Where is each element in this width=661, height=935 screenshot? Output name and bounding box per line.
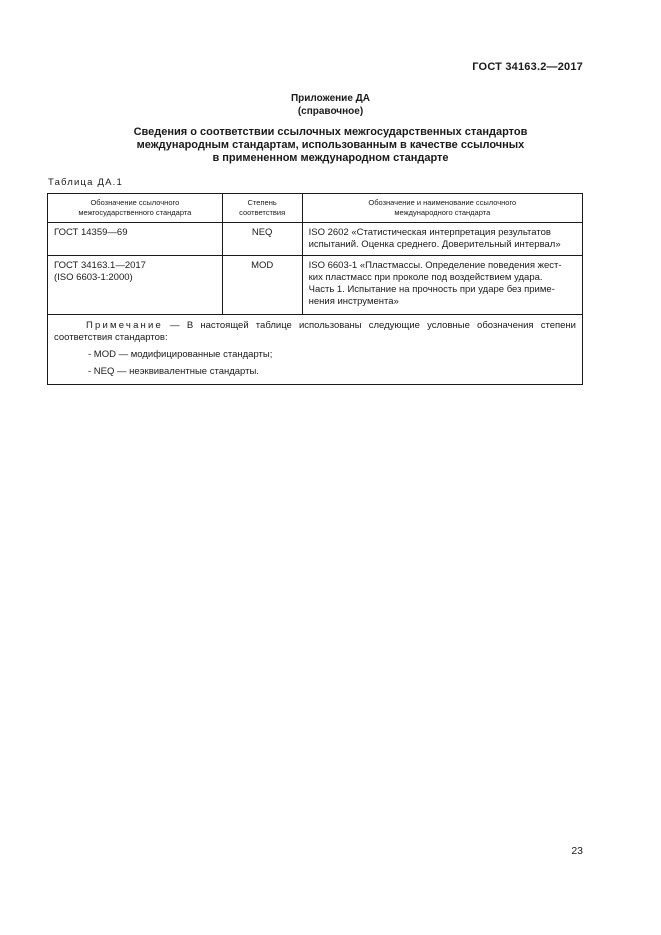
header-interstate-standard — [48, 194, 223, 223]
header-line: международного стандарта — [394, 208, 491, 217]
section-title — [0, 126, 661, 165]
cell-line: (ISO 6603-1:2000) — [54, 272, 133, 283]
annex-title: Приложение ДА — [290, 93, 371, 104]
table-note — [48, 315, 583, 385]
cell-degree: MOD — [222, 256, 302, 315]
correspondence-table — [47, 193, 583, 385]
cell-line: нения инструмента» — [308, 296, 399, 307]
header-line: Степень — [247, 198, 277, 207]
cell-degree: NEQ — [222, 223, 302, 256]
note-text: — В настоящей таблице использованы следующие условные обозначения степени соответствия стандартов: — [54, 320, 576, 343]
cell-international-standard — [302, 223, 582, 256]
cell-interstate-standard — [48, 223, 223, 256]
cell-line: ГОСТ 34163.1—2017 — [54, 260, 146, 271]
cell-line: ГОСТ 14359—69 — [54, 227, 128, 238]
cell-line: Часть 1. Испытание на прочность при ударе без приме- — [308, 284, 555, 295]
header-degree — [222, 194, 302, 223]
note-item: - MOD — модифицированные стандарты; — [88, 349, 273, 360]
annex-title-block — [0, 92, 661, 118]
table-row — [48, 256, 583, 315]
table-note-row — [48, 315, 583, 385]
cell-interstate-standard — [48, 256, 223, 315]
note-lead — [54, 320, 576, 344]
section-title-line: в примененном международном стандарте — [212, 152, 449, 164]
table-caption: Таблица ДА.1 — [48, 177, 123, 188]
note-item: - NEQ — неэквивалентные стандарты. — [88, 366, 259, 377]
annex-subtitle: (справочное) — [297, 106, 364, 117]
table-row — [48, 223, 583, 256]
header-line: соответствия — [239, 208, 286, 217]
cell-international-standard — [302, 256, 582, 315]
cell-line: испытаний. Оценка среднего. Доверительный интервал» — [308, 239, 561, 250]
header-line: Обозначение и наименование ссылочного — [368, 198, 517, 207]
page-header-standard-code: ГОСТ 34163.2—2017 — [472, 61, 583, 73]
header-line: Обозначение ссылочного — [90, 198, 180, 207]
section-title-line: международным стандартам, использованным в качестве ссылочных — [136, 139, 525, 151]
note-label: Примечание — [86, 320, 163, 331]
cell-line: ISO 6603-1 «Пластмассы. Определение поведения жест- — [308, 260, 562, 271]
page-number: 23 — [571, 845, 583, 857]
table-header-row — [48, 194, 583, 223]
header-international-standard — [302, 194, 582, 223]
section-title-line: Сведения о соответствии ссылочных межгосударственных стандартов — [133, 126, 528, 138]
header-line: межгосударственного стандарта — [78, 208, 192, 217]
cell-line: ISO 2602 «Статистическая интерпретация результатов — [308, 227, 551, 238]
cell-line: ких пластмасс при проколе под воздействием удара. — [308, 272, 543, 283]
